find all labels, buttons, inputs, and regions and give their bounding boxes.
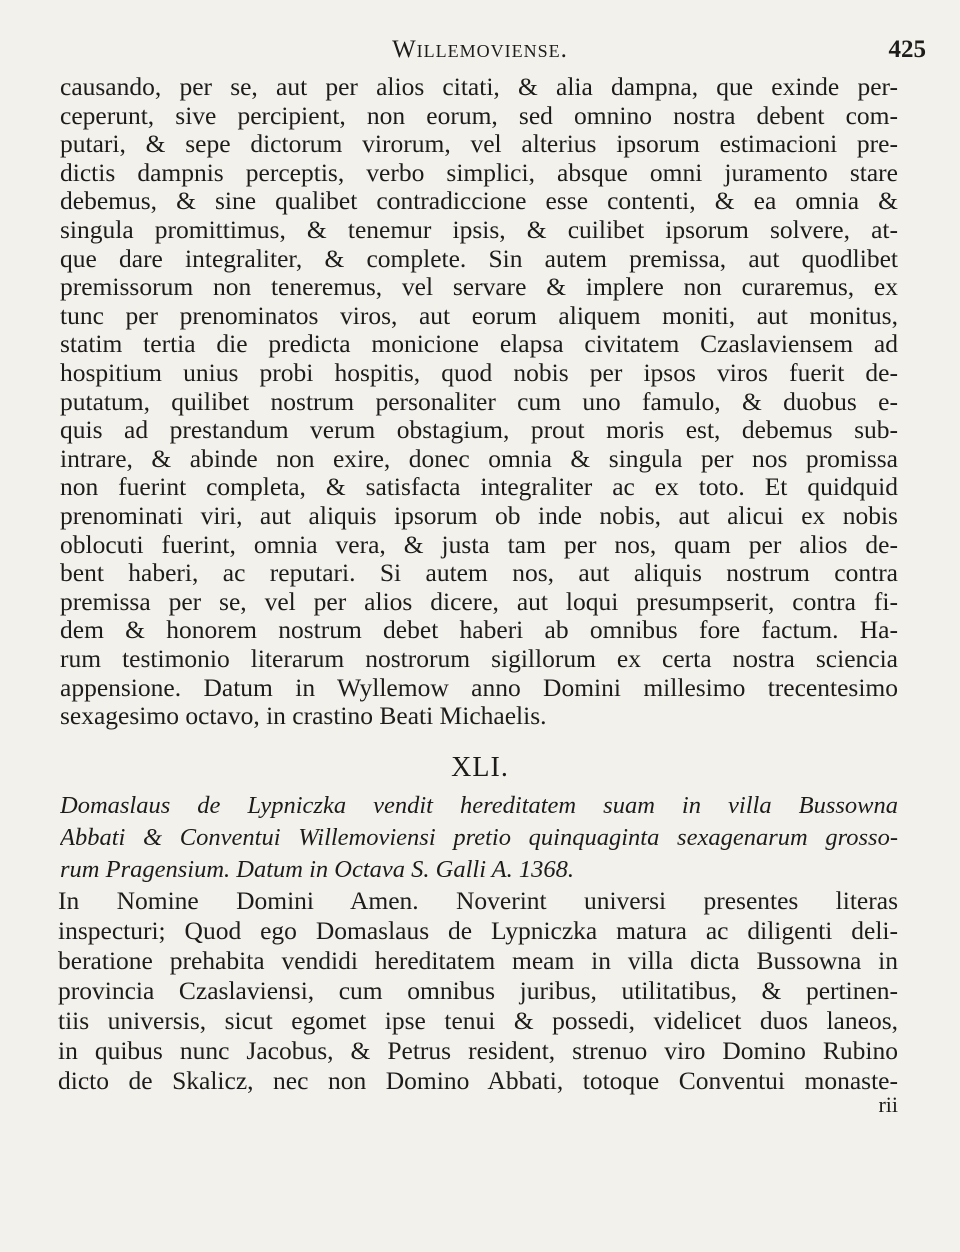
text-line: intrare, & abinde non exire, donec omnia & singula per nos promissa	[60, 444, 898, 473]
text-line: hospitium unius probi hospitis, quod nobis per ipsos viros fuerit de-	[60, 358, 898, 387]
text-line: dem & honorem nostrum debet haberi ab omnibus fore factum. Ha-	[60, 615, 898, 644]
text-line: provincia Czaslaviensi, cum omnibus juribus, utilitatibus, & pertinen-	[58, 976, 898, 1005]
text-line: singula promittimus, & tenemur ipsis, & cuilibet ipsorum solvere, at-	[60, 215, 898, 244]
text-line: in quibus nunc Jacobus, & Petrus resident, strenuo viro Domino Rubino	[58, 1036, 898, 1065]
summary-line: Abbati & Conventui Willemoviensi pretio quinquaginta sexagenarum grosso-	[60, 824, 898, 851]
running-title: Willemoviense.	[392, 36, 568, 63]
summary-line: Domaslaus de Lypniczka vendit hereditatem suam in villa Bussowna	[60, 792, 898, 819]
text-line: rum testimonio literarum nostrorum sigillorum ex certa nostra sciencia	[60, 644, 898, 673]
summary-line: rum Pragensium. Datum in Octava S. Galli A. 1368.	[60, 856, 575, 883]
text-line: prenominati viri, aut aliquis ipsorum ob inde nobis, aut alicui ex nobis	[60, 501, 898, 530]
text-line: tiis universis, sicut egomet ipse tenui & possedi, videlicet duos laneos,	[58, 1006, 898, 1035]
text-line: quis ad prestandum verum obstagium, prout moris est, debemus sub-	[60, 415, 898, 444]
text-line: putatum, quilibet nostrum personaliter cum uno famulo, & duobus e-	[60, 387, 898, 416]
text-line: statim tertia die predicta monicione elapsa civitatem Czaslaviensem ad	[60, 329, 898, 358]
section-number: XLI.	[451, 752, 509, 783]
text-line: premissorum non teneremus, vel servare & implere non curaremus, ex	[60, 272, 898, 301]
text-line: In Nomine Domini Amen. Noverint universi presentes literas	[58, 886, 898, 915]
text-line: tunc per prenominatos viros, aut eorum aliquem moniti, aut monitus,	[60, 301, 898, 330]
text-line: debemus, & sine qualibet contradiccione esse contenti, & ea omnia &	[60, 186, 898, 215]
text-line: bent haberi, ac reputari. Si autem nos, aut aliquis nostrum contra	[60, 558, 898, 587]
text-line: causando, per se, aut per alios citati, & alia dampna, que exinde per-	[60, 72, 898, 101]
text-line: appensione. Datum in Wyllemow anno Domini millesimo trecentesimo	[60, 673, 898, 702]
text-line: sexagesimo octavo, in crastino Beati Michaelis.	[60, 701, 547, 730]
text-line: dictis dampnis perceptis, verbo simplici, absque omni juramento stare	[60, 158, 898, 187]
page-number: 425	[888, 36, 926, 63]
text-line: premissa per se, vel per alios dicere, aut loqui presumpserit, contra fi-	[60, 587, 898, 616]
text-line: inspecturi; Quod ego Domaslaus de Lypniczka matura ac diligenti deli-	[58, 916, 898, 945]
text-line: beratione prehabita vendidi hereditatem meam in villa dicta Bussowna in	[58, 946, 898, 975]
text-line: non fuerint completa, & satisfacta integraliter ac ex toto. Et quidquid	[60, 472, 898, 501]
text-line: ceperunt, sive percipient, non eorum, sed omnino nostra debent com-	[60, 101, 898, 130]
running-head	[0, 30, 960, 70]
text-line: oblocuti fuerint, omnia vera, & justa tam per nos, quam per alios de-	[60, 530, 898, 559]
text-line: dicto de Skalicz, nec non Domino Abbati, totoque Conventui monaste-	[58, 1066, 898, 1095]
catchword: rii	[878, 1092, 898, 1117]
text-line: putari, & sepe dictorum virorum, vel alterius ipsorum estimacioni pre-	[60, 129, 898, 158]
text-line: que dare integraliter, & complete. Sin autem premissa, aut quodlibet	[60, 244, 898, 273]
